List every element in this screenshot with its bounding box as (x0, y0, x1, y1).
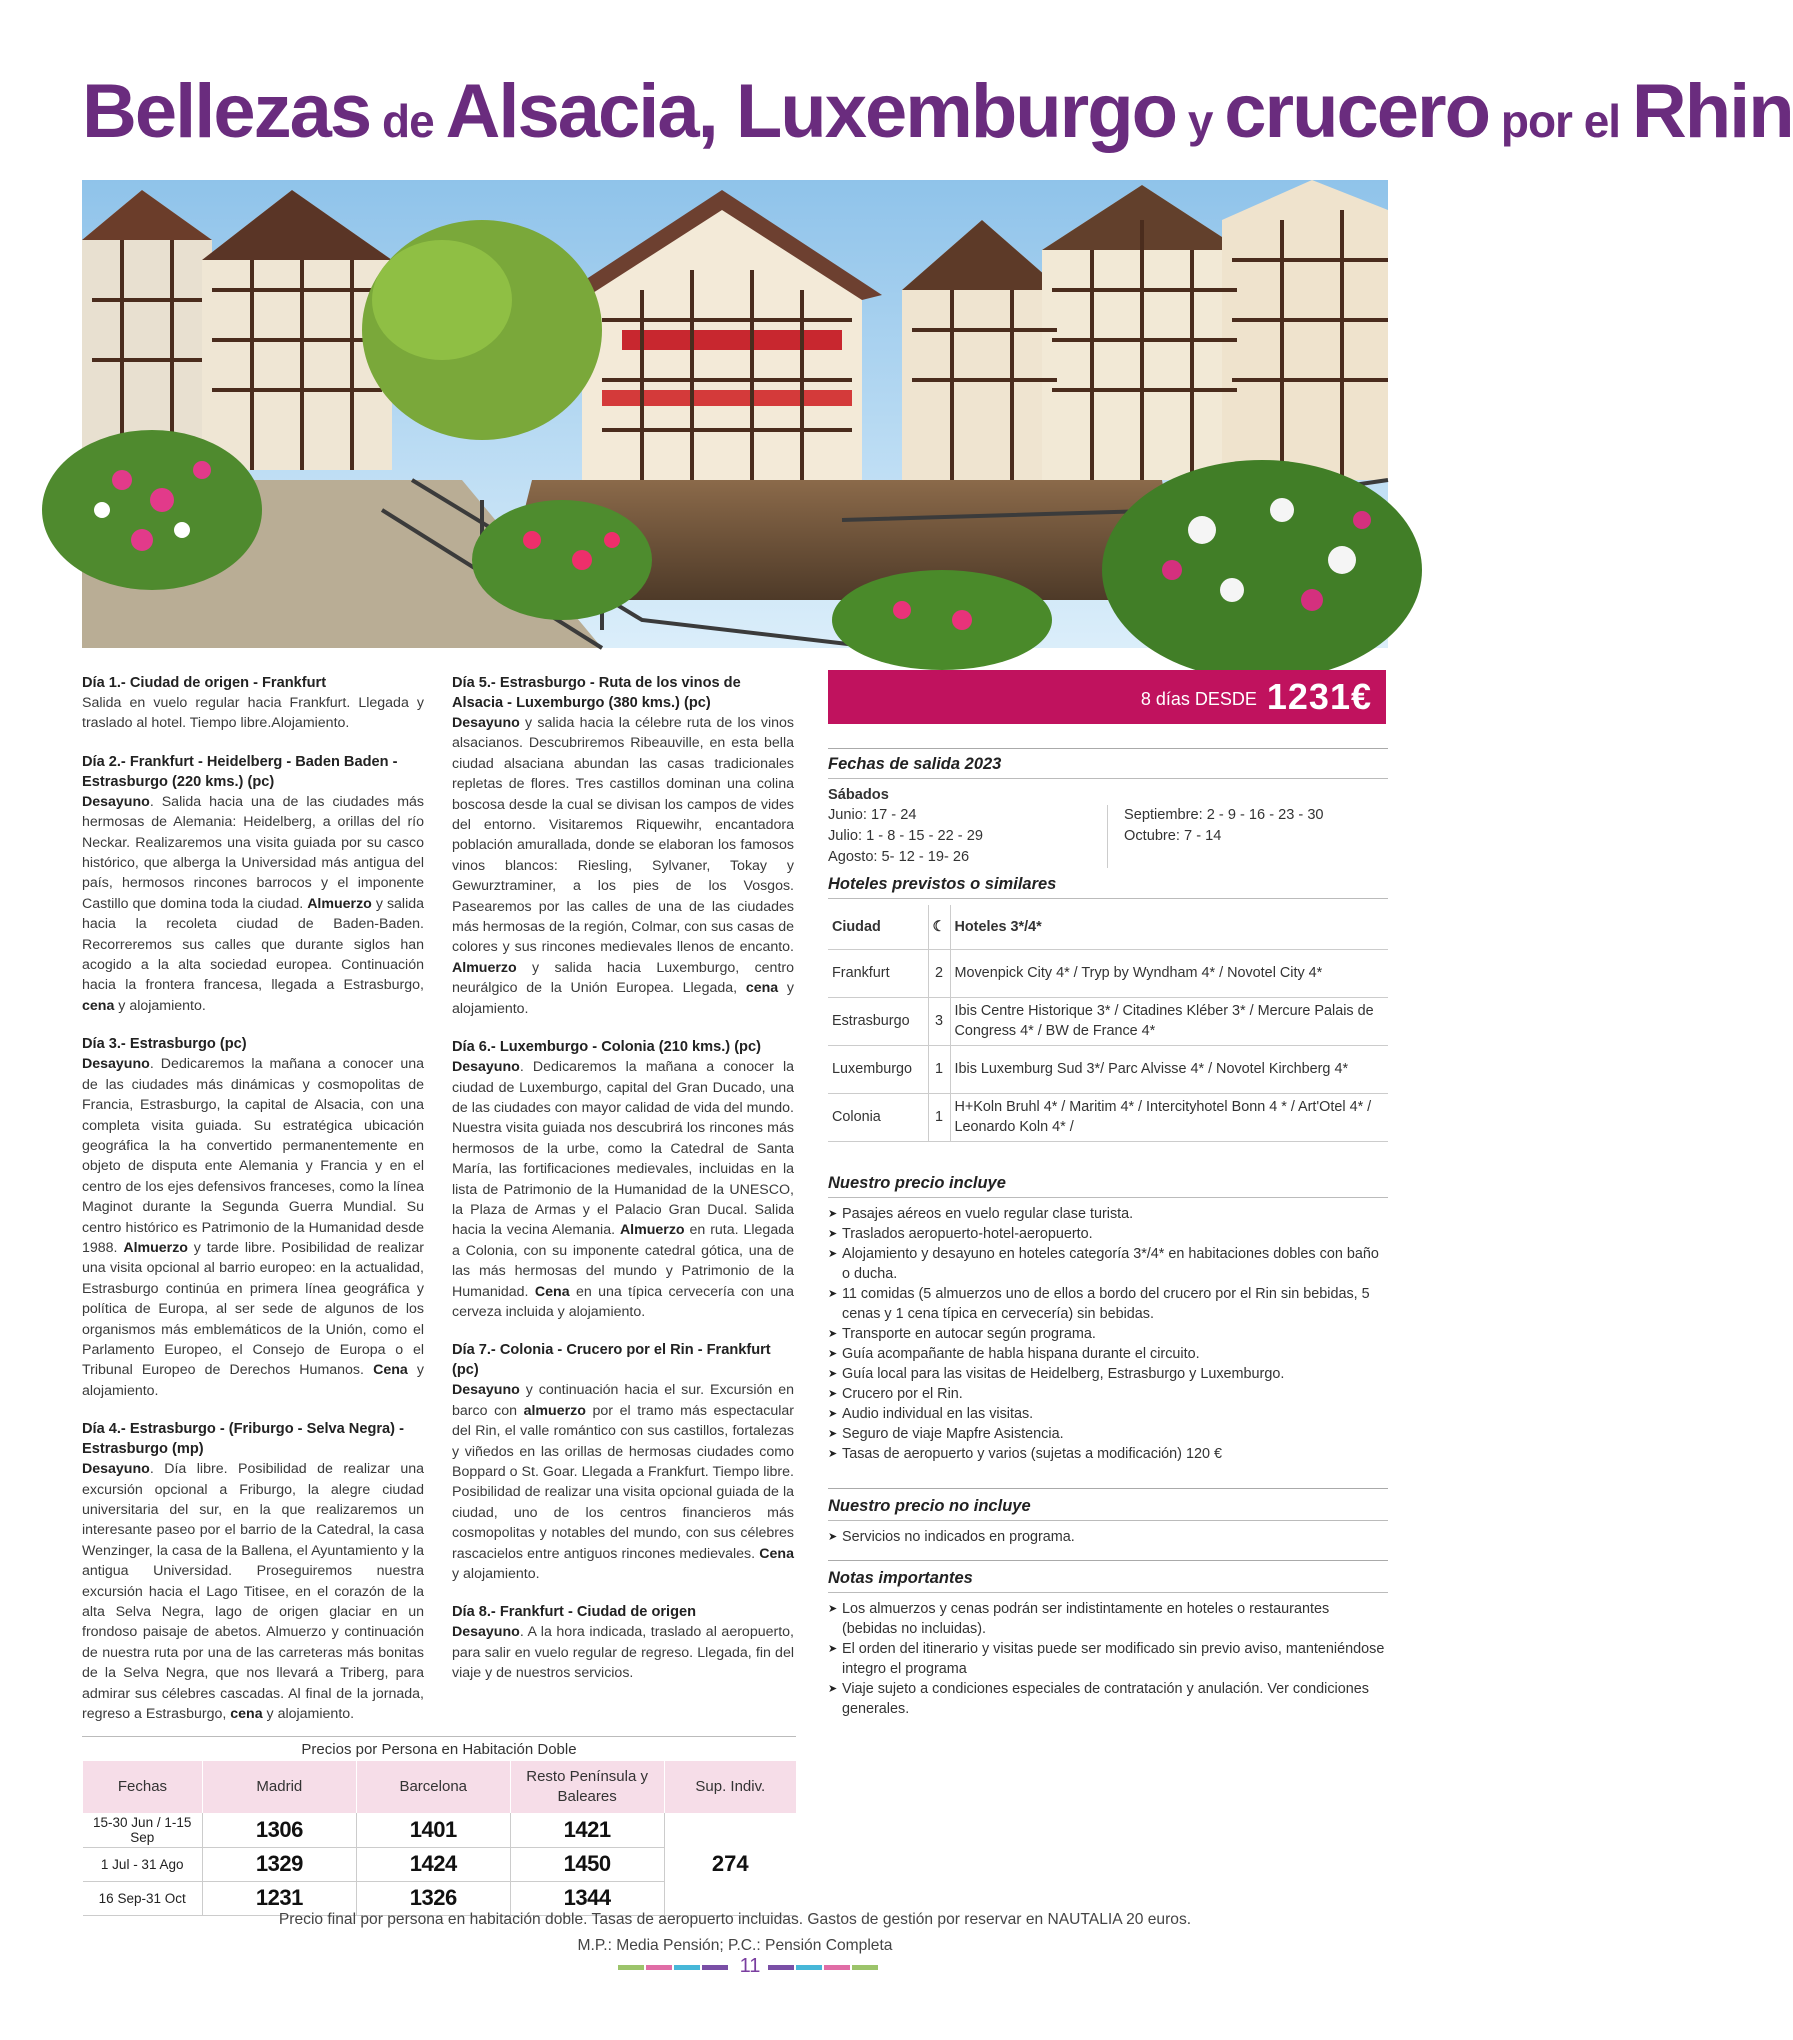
itinerary-day (452, 1340, 794, 1584)
price-col-barcelona: Barcelona (356, 1761, 510, 1813)
price-col-fechas: Fechas (83, 1761, 203, 1813)
itinerary-day (82, 752, 424, 1016)
itinerary-day-body: Desayuno. Salida hacia una de las ciudades más hermosas de Alemania: Heidelberg, a orillas del río Neckar. Realizaremos una visita guiada por su casco histórico, que alberga la Universidad más antigua del país, hermosos rincones barrocos y el imponente Castillo que domina toda la ciudad. Almuerzo y salida hacia la recoleta ciudad de Baden-Baden. Recorreremos sus calles que durante siglos han acogido a la alta sociedad europea. Continuación hacia la frontera francesa, llegada a Estrasburgo, cena y alojamiento. (82, 793, 425, 1014)
itinerary-day (452, 1037, 794, 1322)
price-col-madrid: Madrid (202, 1761, 356, 1813)
hotel-nights: 3 (928, 997, 950, 1045)
important-notes-title: Notas importantes (828, 1569, 1388, 1593)
list-item: ➤ Guía local para las visitas de Heidelberg, Estrasburgo y Luxemburgo. (828, 1364, 1388, 1384)
decor-bar (618, 1965, 644, 1970)
decor-bar (824, 1965, 850, 1970)
itinerary-column-2 (452, 673, 794, 1702)
hotels-title: Hoteles previstos o similares (828, 875, 1388, 899)
list-item: ➤ Servicios no indicados en programa. (828, 1527, 1388, 1547)
departure-dates-left (828, 805, 1108, 868)
hotels-col-city: Ciudad (828, 905, 928, 949)
title-part: Bellezas (82, 69, 371, 154)
itinerary-day-heading: Día 5.- Estrasburgo - Ruta de los vinos de Alsacia - Luxemburgo (380 kms.) (pc) (452, 675, 741, 711)
list-item: ➤ Crucero por el Rin. (828, 1384, 1388, 1404)
price-table (82, 1761, 796, 1916)
hotel-city: Frankfurt (828, 949, 928, 997)
price-table-section (82, 1736, 796, 1916)
hotel-names: Movenpick City 4* / Tryp by Wyndham 4* / Novotel City 4* (950, 949, 1388, 997)
important-notes (828, 1560, 1388, 1719)
moon-icon: ☾ (928, 905, 950, 949)
price-resto: 1421 (510, 1813, 664, 1847)
list-item: ➤ El orden del itinerario y visitas puede ser modificado sin previo aviso, manteniéndose integro el programa (828, 1639, 1388, 1679)
departure-weekday: Sábados (828, 787, 889, 803)
price-fechas: 1 Jul - 31 Ago (83, 1847, 203, 1881)
itinerary-day-heading: Día 2.- Frankfurt - Heidelberg - Baden Baden - Estrasburgo (220 kms.) (pc) (82, 753, 398, 790)
table-row (828, 1093, 1388, 1141)
date-line: Julio: 1 - 8 - 15 - 22 - 29 (828, 828, 983, 844)
hotels-table-header (828, 905, 1388, 949)
price-madrid: 1306 (202, 1813, 356, 1847)
price-madrid: 1329 (202, 1847, 356, 1881)
date-line: Septiembre: 2 - 9 - 16 - 23 - 30 (1124, 807, 1324, 823)
decor-bar (646, 1965, 672, 1970)
date-line: Octubre: 7 - 14 (1124, 828, 1222, 844)
itinerary-day-body: Desayuno. Día libre. Posibilidad de realizar una excursión opcional a Friburgo, la alegre ciudad universitaria del sur, en la que realizaremos un interesante paseo por el barrio de la Catedral, la casa Wenzinger, la casa de la Ballena, el Ayuntamiento y la antigua Universidad. Proseguiremos nuestra excursión hacia el Lago Titisee, en el corazón de la alta Selva Negra, lago de origen glaciar en un frondoso paisaje de abetos. Almuerzo y continuación de nuestra ruta por una de las carreteras más bonitas de la Selva Negra, que nos llevará a Triberg, para admirar sus célebres cascadas. Al final de la jornada, regreso a Estrasburgo, cena y alojamiento. (82, 1461, 424, 1723)
list-item: ➤ Guía acompañante de habla hispana durante el circuito. (828, 1344, 1388, 1364)
price-resto: 1344 (510, 1881, 664, 1915)
title-part: Alsacia, Luxemburgo (445, 69, 1177, 154)
hotels-section (828, 875, 1388, 1142)
price-banner (828, 670, 1386, 724)
table-row (83, 1813, 797, 1847)
itinerary-day-heading: Día 4.- Estrasburgo - (Friburgo - Selva Negra) - Estrasburgo (mp) (82, 1421, 404, 1458)
title-part: Rhin (1631, 69, 1793, 154)
itinerary-day-body: Salida en vuelo regular hacia Frankfurt. Llegada y traslado al hotel. Tiempo libre.Alojamiento. (82, 695, 424, 732)
hotel-names: Ibis Luxemburg Sud 3*/ Parc Alvisse 4* / Novotel Kirchberg 4* (950, 1045, 1388, 1093)
hotels-col-hotels: Hoteles 3*/4* (950, 905, 1388, 949)
hotel-nights: 1 (928, 1093, 950, 1141)
price-banner-label: 8 días DESDE (1140, 689, 1257, 709)
itinerary-column-1 (82, 673, 424, 1742)
price-col-resto: Resto Península y Baleares (510, 1761, 664, 1813)
list-item: ➤ Transporte en autocar según programa. (828, 1324, 1388, 1344)
departure-dates-title: Fechas de salida 2023 (828, 755, 1388, 779)
list-item: ➤ Seguro de viaje Mapfre Asistencia. (828, 1424, 1388, 1444)
price-madrid: 1231 (202, 1881, 356, 1915)
itinerary-day-body: Desayuno. Dedicaremos la mañana a conocer una de las ciudades más dinámicas y cosmopolitas de Francia, Estrasburgo, la capital de Alsacia, con una completa visita guiada. Su estratégica ubicación geográfica la ha convertido permanentemente en objeto de disputa ente Alemania y Francia y en el centro de los ejes defensivos franceses, como la línea Maginot durante la Segunda Guerra Mundial. Su centro histórico es Patrimonio de la Humanidad desde 1988. Almuerzo y tarde libre. Posibilidad de realizar una visita opcional al barrio europeo: en la actualidad, Estrasburgo continúa en primera línea geográfica y política de Europa, al ser sede de algunos de los organismos más emblemáticos de la Unión, como el Parlamento Europeo, el Consejo de Europa o el Tribunal Europeo de Derechos Humanos. Cena y alojamiento. (82, 1056, 424, 1399)
itinerary-day-heading: Día 6.- Luxemburgo - Colonia (210 kms.) (pc) (452, 1039, 761, 1056)
list-item: ➤ Viaje sujeto a condiciones especiales de contratación y anulación. Ver condiciones generales. (828, 1679, 1388, 1719)
table-row (828, 997, 1388, 1045)
hotel-city: Colonia (828, 1093, 928, 1141)
departure-dates (828, 748, 1388, 868)
itinerary-day-heading: Día 1.- Ciudad de origen - Frankfurt (82, 675, 327, 691)
date-line: Junio: 17 - 24 (828, 807, 917, 823)
hotels-table (828, 905, 1388, 1142)
list-item: ➤ 11 comidas (5 almuerzos uno de ellos a bordo del crucero por el Rin sin bebidas, 5 cenas y 1 cena típica en cervecería) sin bebidas. (828, 1284, 1388, 1324)
list-item: ➤ Traslados aeropuerto-hotel-aeropuerto. (828, 1224, 1388, 1244)
departure-dates-right (1108, 805, 1324, 868)
itinerary-day-body: Desayuno. Dedicaremos la mañana a conocer la ciudad de Luxemburgo, capital del Gran Ducado, una de las ciudades con mayor calidad de vida del mundo. Nuestra visita guiada nos descubrirá los rincones más hermosos de la urbe, como la Catedral de Santa María, las fortificaciones medievales, incluidas en la lista de Patrimonio de la Humanidad de la UNESCO, la Plaza de Armas y el Palacio Gran Ducal. Salida hacia la vecina Alemania. Almuerzo en ruta. Llegada a Colonia, con su imponente catedral gótica, una de las más hermosas del mundo y Patrimonio de la Humanidad. Cena en una típica cervecería con una cerveza incluida y alojamiento. (452, 1059, 794, 1320)
decor-bar (674, 1965, 700, 1970)
hotel-names: Ibis Centre Historique 3* / Citadines Kléber 3* / Mercure Palais de Congress 4* / BW de France 4* (950, 997, 1388, 1045)
page-title (82, 69, 1793, 154)
price-barcelona: 1326 (356, 1881, 510, 1915)
price-barcelona: 1401 (356, 1813, 510, 1847)
itinerary-day-body: Desayuno y salida hacia la célebre ruta de los vinos alsacianos. Descubriremos Ribeauville, en esta bella ciudad alsaciana abundan las casas tradicionales repletas de flores. Tres castillos dominan una colina boscosa desde la cual se divisan los campos de vides del entorno. Visitaremos Riquewihr, encantadora población amurallada, donde se elaboran los famosos vinos blancos: Riesling, Sylvaner, Tokay y Gewurztraminer, a los pies de los Vosgos. Pasearemos por las calles de una de las ciudades más hermosas de la región, Colmar, con sus casas de colores y sus rincones medievales llenos de encanto. Almuerzo y salida hacia Luxemburgo, centro neurálgico de la Unión Europea. Llegada, cena y alojamiento. (452, 715, 794, 1017)
price-barcelona: 1424 (356, 1847, 510, 1881)
price-includes-title: Nuestro precio incluye (828, 1174, 1388, 1198)
price-excludes (828, 1488, 1388, 1547)
page-number: 11 (739, 1955, 761, 1977)
price-table-caption: Precios por Persona en Habitación Doble (82, 1736, 796, 1761)
price-banner-amount: 1231€ (1266, 676, 1372, 717)
price-excludes-list (828, 1527, 1388, 1547)
price-resto: 1450 (510, 1847, 664, 1881)
itinerary-day (452, 673, 794, 1019)
decor-bar (702, 1965, 728, 1970)
price-col-sup: Sup. Indiv. (664, 1761, 796, 1813)
title-part: y (1176, 95, 1225, 147)
itinerary-day-heading: Día 8.- Frankfurt - Ciudad de origen (452, 1604, 697, 1621)
itinerary-day-heading: Día 7.- Colonia - Crucero por el Rin - Frankfurt (pc) (452, 1342, 771, 1379)
page-number-bar (618, 1955, 880, 1977)
itinerary-day-body: Desayuno. A la hora indicada, traslado al aeropuerto, para salir en vuelo regular de regreso. Llegada, fin del viaje y de nuestros servicios. (452, 1624, 794, 1682)
hotel-nights: 2 (928, 949, 950, 997)
decor-bar (796, 1965, 822, 1970)
decor-bar (768, 1965, 794, 1970)
footer-note: Precio final por persona en habitación doble. Tasas de aeropuerto incluidas. Gastos de gestión por reservar en NAUTALIA 20 euros. (278, 1911, 1192, 1928)
itinerary-day-body: Desayuno y continuación hacia el sur. Excursión en barco con almuerzo por el tramo más espectacular del Rin, el valle romántico con sus castillos, fortalezas y viñedos en las orillas de hermosas ciudades como Boppard o St. Goar. Llegada a Frankfurt. Tiempo libre. Posibilidad de realizar una visita opcional guiada de la ciudad, uno de los centros financieros más cosmopolitas y notables del mundo, con sus célebres rascacielos entre antiguos rincones medievales. Cena y alojamiento. (452, 1382, 794, 1583)
list-item: ➤ Pasajes aéreos en vuelo regular clase turista. (828, 1204, 1388, 1224)
itinerary-day (82, 1034, 424, 1401)
price-fechas: 16 Sep-31 Oct (83, 1881, 203, 1915)
decor-bar (852, 1965, 878, 1970)
price-table-header (83, 1761, 797, 1813)
title-part: de (370, 95, 446, 147)
price-excludes-title: Nuestro precio no incluye (828, 1497, 1388, 1521)
table-row (828, 949, 1388, 997)
list-item: ➤ Tasas de aeropuerto y varios (sujetas a modificación) 120 € (828, 1444, 1388, 1464)
hotel-city: Estrasburgo (828, 997, 928, 1045)
strasbourg-photo (82, 180, 1388, 648)
itinerary-day (82, 673, 424, 734)
date-line: Agosto: 5- 12 - 19- 26 (828, 849, 970, 865)
list-item: ➤ Los almuerzos y cenas podrán ser indistintamente en hoteles o restaurantes (bebidas no incluidas). (828, 1599, 1388, 1639)
footer-legend: M.P.: Media Pensión; P.C.: Pensión Completa (577, 1937, 893, 1954)
hotel-nights: 1 (928, 1045, 950, 1093)
price-sup-indiv: 274 (664, 1813, 796, 1915)
table-row (828, 1045, 1388, 1093)
price-fechas: 15-30 Jun / 1-15 Sep (83, 1813, 203, 1847)
price-includes-list (828, 1204, 1388, 1464)
title-part: crucero (1224, 69, 1490, 154)
hotel-names: H+Koln Bruhl 4* / Maritim 4* / Intercityhotel Bonn 4 * / Art'Otel 4* / Leonardo Koln 4* / (950, 1093, 1388, 1141)
itinerary-day (452, 1602, 794, 1683)
list-item: ➤ Audio individual en las visitas. (828, 1404, 1388, 1424)
itinerary-day-heading: Día 3.- Estrasburgo (pc) (82, 1036, 247, 1053)
price-includes (828, 1174, 1388, 1464)
itinerary-day (82, 1419, 424, 1724)
hotel-city: Luxemburgo (828, 1045, 928, 1093)
important-notes-list (828, 1599, 1388, 1719)
title-part: por el (1489, 95, 1632, 147)
list-item: ➤ Alojamiento y desayuno en hoteles categoría 3*/4* en habitaciones dobles con baño o ducha. (828, 1244, 1388, 1284)
